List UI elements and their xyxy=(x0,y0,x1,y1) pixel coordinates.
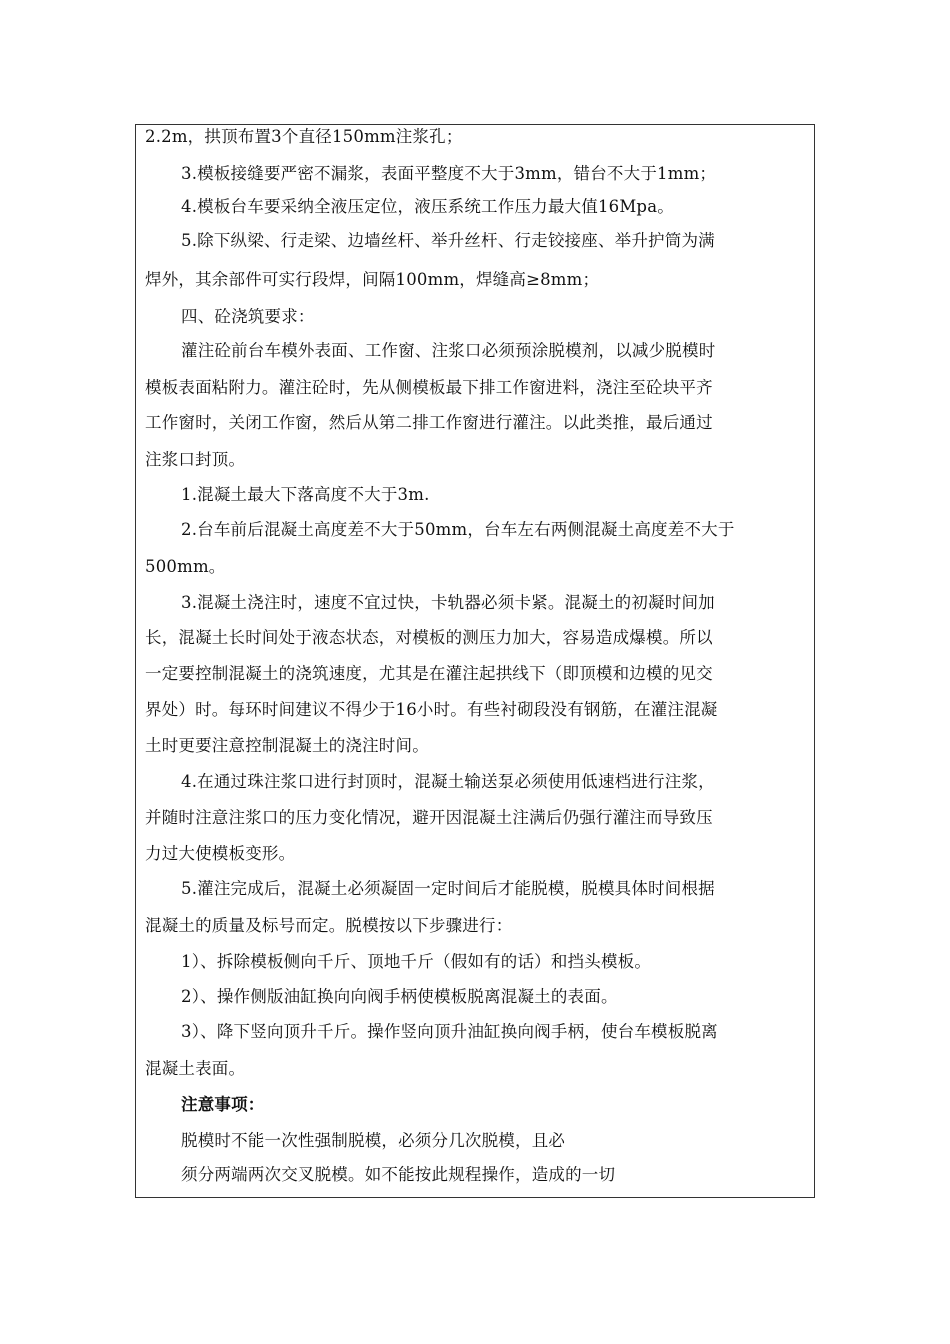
text-line: 5.灌注完成后，混凝土必须凝固一定时间后才能脱模，脱模具体时间根据 xyxy=(181,879,715,898)
text-line: 并随时注意注浆口的压力变化情况，避开因混凝土注满后仍强行灌注而导致压 xyxy=(145,808,713,827)
text-line: 注浆口封顶。 xyxy=(145,450,246,469)
text-line: 一定要控制混凝土的浇筑速度，尤其是在灌注起拱线下（即顶模和边模的见交 xyxy=(145,664,713,683)
text-line: 土时更要注意控制混凝土的浇注时间。 xyxy=(145,736,429,755)
text-line: 混凝土的质量及标号而定。脱模按以下步骤进行： xyxy=(145,916,513,935)
notes-heading: 注意事项： xyxy=(181,1095,265,1114)
text-line: 3.混凝土浇注时，速度不宜过快，卡轨器必须卡紧。混凝土的初凝时间加 xyxy=(181,593,715,612)
section-heading: 四、砼浇筑要求： xyxy=(181,307,315,326)
text-line: 500mm。 xyxy=(145,557,226,576)
text-line: 2.台车前后混凝土高度差不大于50mm，台车左右两侧混凝土高度差不大于 xyxy=(181,520,735,539)
text-line: 2.2m，拱顶布置3个直径150mm注浆孔； xyxy=(145,127,463,146)
text-line: 4.模板台车要采纳全液压定位，液压系统工作压力最大值16Mpa。 xyxy=(181,197,674,216)
text-line: 模板表面粘附力。灌注砼时，先从侧模板最下排工作窗进料，浇注至砼块平齐 xyxy=(145,378,713,397)
text-line: 须分两端两次交叉脱模。如不能按此规程操作，造成的一切 xyxy=(181,1165,616,1184)
document-frame xyxy=(135,124,815,1198)
text-line: 混凝土表面。 xyxy=(145,1059,246,1078)
text-line: 焊外，其余部件可实行段焊，间隔100mm，焊缝高≥8mm； xyxy=(145,270,600,289)
text-line: 3.模板接缝要严密不漏浆，表面平整度不大于3mm，错台不大于1mm； xyxy=(181,164,717,183)
text-line: 灌注砼前台车模外表面、工作窗、注浆口必须预涂脱模剂，以减少脱模时 xyxy=(181,341,716,360)
text-line: 3）、降下竖向顶升千斤。操作竖向顶升油缸换向阀手柄，使台车模板脱离 xyxy=(181,1022,718,1041)
text-line: 脱模时不能一次性强制脱模，必须分几次脱模，且必 xyxy=(181,1131,566,1150)
text-line: 长，混凝土长时间处于液态状态，对模板的测压力加大，容易造成爆模。所以 xyxy=(145,628,713,647)
text-line: 4.在通过珠注浆口进行封顶时，混凝土输送泵必须使用低速档进行注浆， xyxy=(181,772,715,791)
text-line: 力过大使模板变形。 xyxy=(145,844,296,863)
text-line: 5.除下纵梁、行走梁、边墙丝杆、举升丝杆、行走铰接座、举升护筒为满 xyxy=(181,231,715,250)
text-line: 1）、拆除模板侧向千斤、顶地千斤（假如有的话）和挡头模板。 xyxy=(181,952,652,971)
text-line: 2）、操作侧版油缸换向向阀手柄使模板脱离混凝土的表面。 xyxy=(181,987,618,1006)
text-line: 工作窗时，关闭工作窗，然后从第二排工作窗进行灌注。以此类推，最后通过 xyxy=(145,413,713,432)
text-line: 界处）时。每环时间建议不得少于16小时。有些衬砌段没有钢筋，在灌注混凝 xyxy=(145,700,718,719)
text-line: 1.混凝土最大下落高度不大于3m. xyxy=(181,485,430,504)
